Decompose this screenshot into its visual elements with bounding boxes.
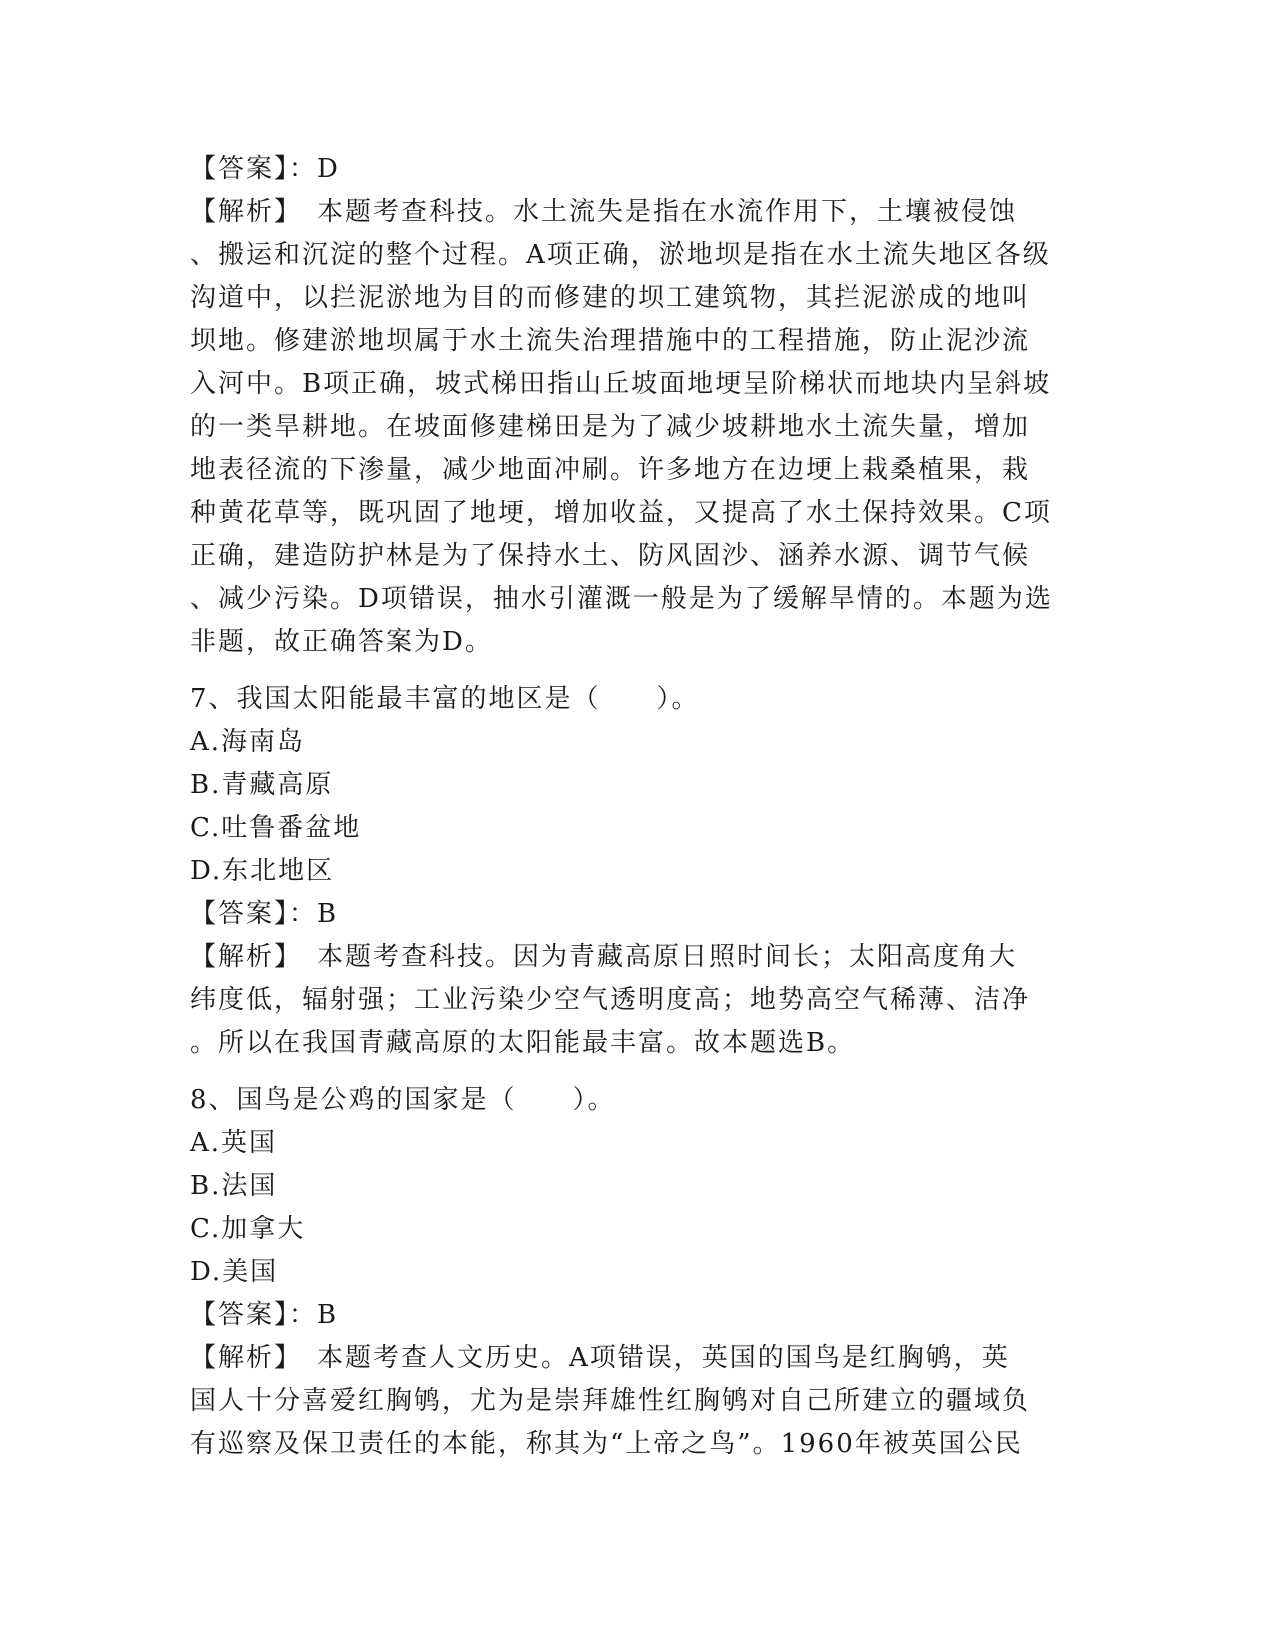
- explanation-line: 的一类旱耕地。在坡面修建梯田是为了减少坡耕地水土流失量，增加: [190, 412, 1031, 442]
- explanation-line: 沟道中，以拦泥淤地为目的而修建的坝工建筑物，其拦泥淤成的地叫: [190, 283, 1031, 313]
- explanation-line: 有巡察及保卫责任的本能，称其为“上帝之鸟”。1960年被英国公民: [190, 1429, 1023, 1459]
- spacer: [190, 1065, 1085, 1079]
- explanation-line: 正确，建造防护林是为了保持水土、防风固沙、涵养水源、调节气候: [190, 541, 1031, 571]
- question-7-option-b: B.青藏高原: [190, 770, 334, 800]
- explanation-line: 地表径流的下渗量，减少地面冲刷。许多地方在边埂上栽桑植果，栽: [190, 455, 1031, 485]
- question-8-block: [190, 1079, 1085, 1466]
- explanation-line: 入河中。B项正确，坡式梯田指山丘坡面地埂呈阶梯状而地块内呈斜坡: [190, 369, 1052, 399]
- question-7-block: [190, 678, 1085, 1065]
- explanation-line: 、搬运和沉淀的整个过程。A项正确，淤地坝是指在水土流失地区各级: [190, 240, 1051, 270]
- question-7-option-d: D.东北地区: [190, 856, 335, 886]
- explanation-line: 纬度低，辐射强；工业污染少空气透明度高；地势高空气稀薄、洁净: [190, 985, 1031, 1015]
- prev-question-answer-block: [190, 148, 1085, 664]
- explanation-line: 、减少污染。D项错误，抽水引灌溉一般是为了缓解旱情的。本题为选: [190, 584, 1053, 614]
- document-content: [190, 148, 1085, 1466]
- question-8-answer: 【答案】：B: [190, 1300, 339, 1330]
- explanation-line: 种黄花草等，既巩固了地埂，增加收益，又提高了水土保持效果。C项: [190, 498, 1052, 528]
- question-8-option-d: D.美国: [190, 1257, 279, 1287]
- spacer: [190, 664, 1085, 678]
- question-7-text: 7、我国太阳能最丰富的地区是（ ）。: [190, 684, 700, 714]
- question-8-option-a: A.英国: [190, 1128, 278, 1158]
- explanation-line: 【解析】 本题考查科技。水土流失是指在水流作用下，土壤被侵蚀: [190, 197, 1018, 227]
- explanation-line: 【解析】 本题考查科技。因为青藏高原日照时间长；太阳高度角大: [190, 942, 1018, 972]
- question-7-option-a: A.海南岛: [190, 727, 306, 757]
- question-7-option-c: C.吐鲁番盆地: [190, 813, 362, 843]
- explanation-line: 。所以在我国青藏高原的太阳能最丰富。故本题选B。: [190, 1028, 856, 1058]
- question-8-option-c: C.加拿大: [190, 1214, 306, 1244]
- explanation-line: 【解析】 本题考查人文历史。A项错误，英国的国鸟是红胸鸲，英: [190, 1343, 1010, 1373]
- question-8-option-b: B.法国: [190, 1171, 278, 1201]
- answer-line: 【答案】：D: [190, 154, 340, 184]
- question-7-answer: 【答案】：B: [190, 899, 339, 929]
- explanation-line: 国人十分喜爱红胸鸲，尤为是崇拜雄性红胸鸲对自己所建立的疆域负: [190, 1386, 1031, 1416]
- explanation-line: 非题，故正确答案为D。: [190, 627, 493, 657]
- question-8-text: 8、国鸟是公鸡的国家是（ ）。: [190, 1085, 616, 1115]
- explanation-line: 坝地。修建淤地坝属于水土流失治理措施中的工程措施，防止泥沙流: [190, 326, 1031, 356]
